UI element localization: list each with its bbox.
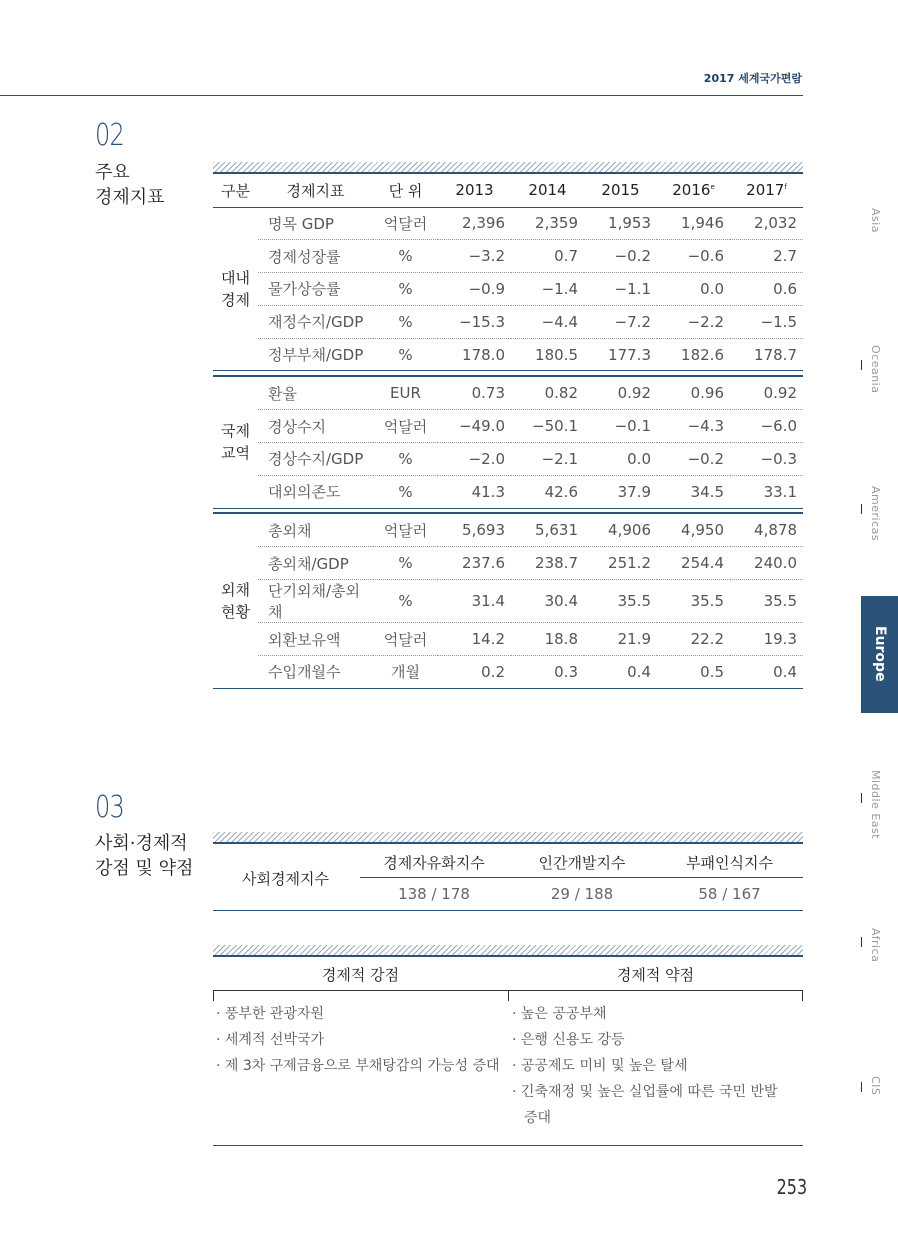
unit-cell: EUR: [373, 377, 438, 410]
index-value: 29 / 188: [550, 885, 614, 903]
group-label: 대내 경제: [221, 268, 250, 309]
unit-cell: %: [373, 273, 438, 306]
value-cell: 42.6: [544, 482, 578, 501]
list-item: · 공공제도 미비 및 높은 탈세: [512, 1058, 688, 1074]
value-cell: 0.7: [511, 240, 584, 273]
strengths-list: [216, 1001, 508, 1079]
value-cell: 2,359: [511, 207, 584, 240]
indicator-name: 수입개월수: [268, 663, 341, 682]
table-row: [213, 338, 803, 371]
value-cell: 41.3: [471, 482, 505, 501]
section-title: 주요 경제지표: [95, 162, 165, 208]
side-tab-cis[interactable]: CIS: [869, 1076, 882, 1096]
col-header-2017: 2017$^f$: [746, 181, 787, 200]
index-name: 인간개발지수: [538, 854, 626, 872]
value-cell: 178.7: [754, 345, 797, 364]
value-cell: 254.4: [657, 547, 730, 580]
list-item: · 제 3차 구제금융으로 부채탕감의 가능성 증대: [216, 1058, 500, 1074]
unit-cell: %: [373, 547, 438, 580]
value-cell: 0.6: [730, 273, 803, 306]
running-head: 2017 세계국가편람: [703, 72, 802, 85]
indicator-name: 명목 GDP: [258, 207, 373, 240]
value-cell: 182.6: [681, 345, 724, 364]
value-cell: 22.2: [657, 623, 730, 656]
col-header-unit: 단 위: [388, 181, 423, 200]
value-cell: 1,953: [584, 207, 657, 240]
list-item: 증대: [524, 1110, 552, 1126]
side-tab-marker: [861, 360, 862, 370]
table-row: [213, 475, 803, 508]
col-header-2016: 2016e: [672, 181, 715, 200]
sw-bottom-rule: [213, 1145, 803, 1146]
value-cell: 240.0: [730, 547, 803, 580]
unit-cell: 억달러: [373, 410, 438, 443]
value-cell: −0.3: [730, 443, 803, 476]
group-label: 외채 현황: [221, 581, 250, 622]
hatch-bar: [213, 832, 803, 842]
value-cell: −49.0: [438, 410, 511, 443]
side-tab-asia[interactable]: Asia: [869, 208, 882, 234]
unit-cell: %: [373, 240, 438, 273]
value-cell: −1.1: [584, 273, 657, 306]
value-cell: −1.4: [511, 273, 584, 306]
sw-top-rule: [213, 955, 803, 957]
col-header-2015: 2015: [601, 181, 640, 200]
weaknesses-title: 경제적 약점: [616, 966, 695, 984]
indicator-name: 환율: [258, 377, 373, 410]
value-cell: −0.1: [584, 410, 657, 443]
value-cell: −0.2: [584, 240, 657, 273]
header-rule: [0, 95, 803, 96]
table-row: [213, 514, 803, 547]
indicator-name: 정부부채/GDP: [268, 346, 364, 365]
weaknesses-bracket: [508, 990, 803, 1001]
table-row: [213, 443, 803, 476]
value-cell: 180.5: [535, 345, 578, 364]
list-item: · 풍부한 관광자원: [216, 1006, 325, 1022]
socio-table-top-rule: [213, 842, 803, 844]
list-item: · 세계적 선박국가: [216, 1032, 325, 1048]
value-cell: 18.8: [511, 623, 584, 656]
value-cell: 0.92: [584, 377, 657, 410]
col-header-2014: 2014: [528, 181, 567, 200]
section-number: 02: [95, 118, 124, 153]
unit-cell: %: [398, 345, 413, 364]
unit-cell: 억달러: [373, 623, 438, 656]
value-cell: 0.0: [584, 443, 657, 476]
value-cell: 33.1: [763, 482, 797, 501]
value-cell: 35.5: [584, 580, 657, 623]
col-header-indicator: 경제지표: [286, 181, 345, 200]
indicator-name: 물가상승률: [258, 273, 373, 306]
index-value: 58 / 167: [698, 885, 761, 903]
table-row: [213, 305, 803, 338]
section-title: 사회·경제적 강점 및 약점: [95, 833, 194, 879]
value-cell: −2.0: [438, 443, 511, 476]
value-cell: 4,906: [584, 514, 657, 547]
socio-bottom-rule: [213, 910, 803, 911]
side-tab-europe[interactable]: Europe: [861, 596, 898, 713]
side-tab-africa[interactable]: Africa: [869, 928, 882, 963]
table-row: [213, 240, 803, 273]
value-cell: 5,631: [511, 514, 584, 547]
value-cell: −6.0: [730, 410, 803, 443]
col-header-2013: 2013: [455, 181, 494, 200]
value-cell: 237.6: [438, 547, 511, 580]
table-row: [213, 273, 803, 306]
indicator-name: 재정수지/GDP: [258, 305, 373, 338]
value-cell: −4.4: [511, 305, 584, 338]
value-cell: 30.4: [511, 580, 584, 623]
indicator-name: 경상수지: [258, 410, 373, 443]
socio-mid-rule: [360, 877, 803, 878]
indicator-name: 단기외채/총외채: [258, 580, 373, 623]
value-cell: 0.4: [773, 662, 797, 681]
value-cell: −0.6: [657, 240, 730, 273]
table-row: [213, 580, 803, 623]
indicator-name: 대외의존도: [268, 483, 341, 502]
value-cell: 2,396: [438, 207, 511, 240]
value-cell: 177.3: [608, 345, 651, 364]
table-row: [213, 207, 803, 240]
list-item: · 은행 신용도 강등: [512, 1032, 625, 1048]
value-cell: 0.73: [438, 377, 511, 410]
value-cell: 19.3: [730, 623, 803, 656]
value-cell: 14.2: [438, 623, 511, 656]
table-row: [213, 377, 803, 410]
socio-index-label: 사회경제지수: [242, 870, 329, 888]
value-cell: −1.5: [730, 305, 803, 338]
hatch-bar: [213, 945, 803, 955]
section-number: 03: [95, 790, 124, 825]
value-cell: −2.2: [657, 305, 730, 338]
unit-cell: 개월: [391, 663, 420, 682]
page-number: 253: [776, 1175, 808, 1199]
col-header-group: 구분: [221, 181, 250, 200]
value-cell: 0.2: [481, 662, 505, 681]
index-value: 138 / 178: [398, 885, 470, 903]
value-cell: 4,950: [657, 514, 730, 547]
value-cell: 35.5: [730, 580, 803, 623]
value-cell: 0.96: [657, 377, 730, 410]
value-cell: −2.1: [511, 443, 584, 476]
indicator-name: 경제성장률: [258, 240, 373, 273]
value-cell: 238.7: [511, 547, 584, 580]
value-cell: 0.3: [554, 662, 578, 681]
value-cell: 178.0: [462, 345, 505, 364]
side-tab-marker: [861, 937, 862, 947]
indicator-name: 총외채/GDP: [258, 547, 373, 580]
table-row: [213, 656, 803, 689]
list-item: · 높은 공공부채: [512, 1006, 607, 1022]
value-cell: 0.92: [730, 377, 803, 410]
side-tab-oceania[interactable]: Oceania: [869, 345, 882, 394]
value-cell: 0.5: [700, 662, 724, 681]
table-row: [213, 410, 803, 443]
side-tab-marker: [861, 793, 862, 803]
value-cell: −15.3: [438, 305, 511, 338]
value-cell: 34.5: [690, 482, 724, 501]
value-cell: 2.7: [730, 240, 803, 273]
side-tab-americas[interactable]: Americas: [869, 486, 882, 542]
value-cell: 31.4: [438, 580, 511, 623]
value-cell: −0.2: [657, 443, 730, 476]
value-cell: −7.2: [584, 305, 657, 338]
indicator-name: 외환보유액: [258, 623, 373, 656]
value-cell: −4.3: [657, 410, 730, 443]
value-cell: 5,693: [438, 514, 511, 547]
value-cell: 37.9: [617, 482, 651, 501]
value-cell: 2,032: [730, 207, 803, 240]
unit-cell: %: [373, 580, 438, 623]
table-end-rule: [213, 688, 803, 689]
value-cell: 4,878: [730, 514, 803, 547]
value-cell: 251.2: [584, 547, 657, 580]
value-cell: 1,946: [657, 207, 730, 240]
strengths-title: 경제적 강점: [321, 966, 400, 984]
value-cell: 0.82: [511, 377, 584, 410]
side-tab-marker: [861, 504, 862, 514]
value-cell: 21.9: [584, 623, 657, 656]
unit-cell: %: [373, 305, 438, 338]
value-cell: 0.0: [657, 273, 730, 306]
unit-cell: %: [373, 443, 438, 476]
unit-cell: 억달러: [373, 207, 438, 240]
side-tab-middle-east[interactable]: Middle East: [869, 770, 882, 840]
table-row: [213, 547, 803, 580]
value-cell: −3.2: [438, 240, 511, 273]
value-cell: −0.9: [438, 273, 511, 306]
group-label: 국제 교역: [221, 422, 250, 463]
index-name: 경제자유화지수: [383, 854, 485, 872]
value-cell: 0.4: [627, 662, 651, 681]
unit-cell: 억달러: [373, 514, 438, 547]
economic-indicators-table: [213, 174, 803, 689]
side-tab-marker: [861, 1082, 862, 1092]
list-item: · 긴축재정 및 높은 실업률에 따른 국민 반발: [512, 1084, 778, 1100]
unit-cell: %: [398, 482, 413, 501]
indicator-name: 경상수지/GDP: [258, 443, 373, 476]
hatch-bar: [213, 162, 803, 172]
value-cell: 35.5: [657, 580, 730, 623]
indicator-name: 총외채: [258, 514, 373, 547]
weaknesses-list: [512, 1001, 803, 1131]
value-cell: −50.1: [511, 410, 584, 443]
strengths-bracket: [213, 990, 508, 1001]
table-row: [213, 623, 803, 656]
index-name: 부패인식지수: [686, 854, 773, 872]
